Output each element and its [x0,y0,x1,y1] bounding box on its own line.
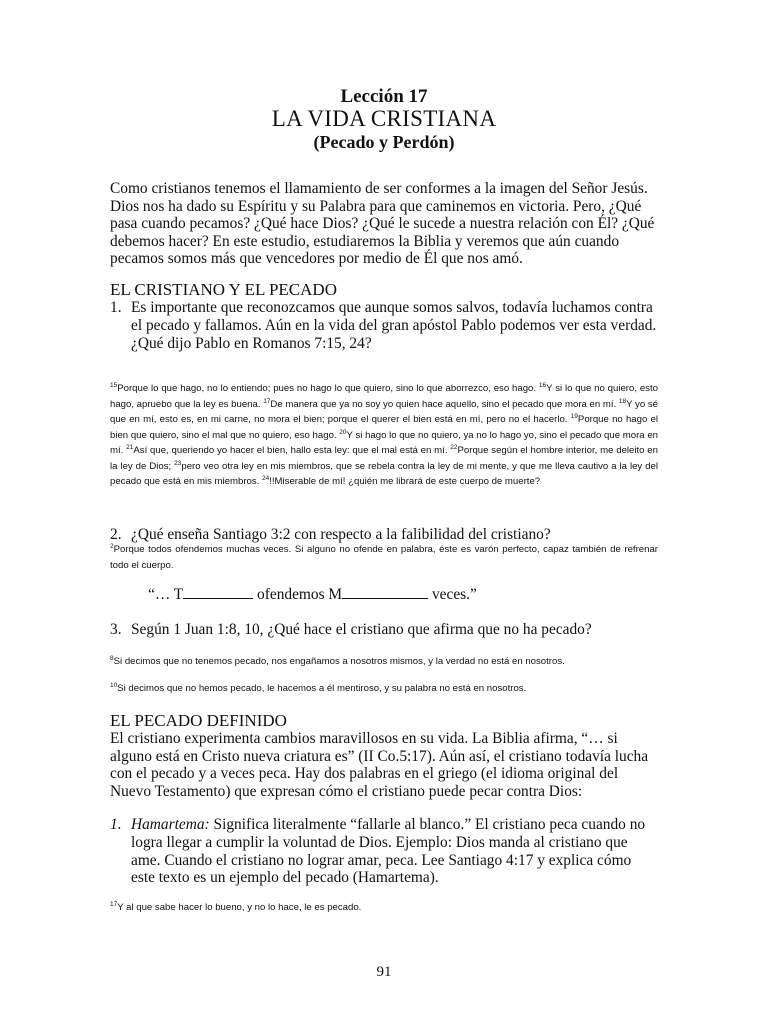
verse-text: Porque según el hombre interior, me deleito en la ley de Dios; [110,445,658,472]
verse-text: De manera que ya no soy yo quien hace aquello, sino el pecado que mora en mí. [270,398,619,410]
question-1 [110,299,658,352]
blank-line-2[interactable] [342,586,428,599]
verse-number: 18 [618,397,627,405]
verse-text: Porque lo que hago, no lo entiendo; pues no hago lo que quiero, sino lo que aborrezco, eso hago. [117,383,539,394]
lesson-number: Lección 17 [340,86,428,107]
verse-number: 21 [126,443,134,451]
page-title: LA VIDA CRISTIANA [271,106,497,131]
verse-text: Y si lo que no quiero, esto hago, apruebo que la ley es buena. [110,383,658,410]
verse-text: Y si hago lo que no quiero, ya no lo hago yo, sino el pecado que mora en mí. [110,429,659,456]
item-text: Significa literalmente “fallarle al blanco.” El cristiano peca cuando no logra llegar a cumplir la voluntad de Dios. Ejemplo: Dios manda al cristiano que ame. Cuando el cristiano no lograr amar, peca. Lee Santiago 4:17 y explica cómo este texto es un ejemplo del pecado (Hamartema). [131,816,646,887]
james-verse [110,542,658,573]
fill-in-blank [148,586,477,604]
question-text: ¿Qué enseña Santiago 3:2 con respecto a la falibilidad del cristiano? [131,526,551,543]
blank-line-1[interactable] [183,586,253,599]
item-number: 1. [110,816,122,833]
verse-number: 15 [110,381,118,389]
verse-text: Porque todos ofendemos muchas veces. Si alguno no ofende en palabra, éste es varón perfecto, capaz también de refrenar todo el cuerpo. [110,544,658,571]
verse-text: Porque no hago el bien que quiero, sino el mal que no quiero, eso hago. [110,414,658,441]
intro-paragraph: Como cristianos tenemos el llamamiento de ser conformes a la imagen del Señor Jesús. Dios nos ha dado su Espíritu y su Palabra para que caminemos en victoria. Pero, ¿Qué pasa cuando pecamos? ¿Qué hace Dios? ¿Qué le sucede a nuestra relación con Él? ¿Qué debemos hacer? En este estudio, estudiaremos la Biblia y veremos que aún cuando pecamos somos más que vencedores por medio de Él que nos amó. [110,180,655,268]
verse-number: 17 [110,900,118,908]
romans-verse-block [110,381,658,490]
john-1-8-verse [110,654,658,669]
fill-text-1: “… T [148,586,184,603]
verse-number: 2 [110,542,114,550]
question-3 [110,621,658,639]
verse-number: 10 [110,681,118,689]
james-4-17-verse [110,900,658,915]
verse-text: pero veo otra ley en mis miembros, que se rebela contra la ley de mi mente, y que me lleva cautivo a la ley del pecado que está en mis miembros. [110,460,659,487]
question-number: 3. [110,621,122,638]
verse-text: Y al que sabe hacer lo bueno, y no lo hace, le es pecado. [117,902,362,913]
verse-text: !!Miserable de mí! ¿quién me librará de este cuerpo de muerte? [269,476,541,487]
verse-text: Si decimos que no hemos pecado, le hacemos a él mentiroso, y su palabra no está en nosotros. [117,683,527,694]
page-number: 91 [376,964,392,980]
verse-number: 20 [339,428,347,436]
verse-text: Así que, queriendo yo hacer el bien, hallo esta ley: que el mal está en mí. [133,445,451,456]
hamartema-item [110,816,658,887]
verse-text: Y yo sé que en mí, esto es, en mi carne, no mora el bien; porque el querer el bien está en mí, pero no el hacerlo. [110,398,659,425]
verse-number: 17 [263,397,271,405]
john-1-10-verse [110,681,658,696]
question-text: Es importante que reconozcamos que aunque somos salvos, todavía luchamos contra el pecado y fallamos. Aún en la vida del gran apóstol Pablo podemos ver esta verdad. ¿Qué dijo Pablo en Romanos 7:15, 24? [131,299,657,352]
verse-number: 23 [174,459,182,467]
verse-text: Si decimos que no tenemos pecado, nos engañamos a nosotros mismos, y la verdad no está en nosotros. [113,656,565,667]
verse-number: 16 [538,381,547,389]
question-number: 2. [110,526,122,543]
fill-text-3: veces.” [428,586,477,603]
question-number: 1. [110,299,122,316]
verse-number: 24 [261,474,270,482]
page-subtitle: (Pecado y Perdón) [313,132,455,152]
sin-defined-paragraph: El cristiano experimenta cambios maravillosos en su vida. La Biblia afirma, “… si alguno está en Cristo nueva criatura es” (II Co.5:17). Aún así, el cristiano todavía lucha con el pecado y a veces peca. Hay dos palabras en el griego (el idioma original del Nuevo Testamento) que expresan cómo el cristiano puede pecar contra Dios: [110,730,649,800]
question-text: Según 1 Juan 1:8, 10, ¿Qué hace el cristiano que afirma que no ha pecado? [131,621,592,638]
section-heading-christian-and-sin: EL CRISTIANO Y EL PECADO [110,280,337,299]
section-heading-sin-defined: EL PECADO DEFINIDO [110,711,287,730]
greek-term: Hamartema: [131,816,210,833]
fill-text-2: ofendemos M [253,586,343,603]
verse-number: 8 [110,654,114,662]
verse-number: 19 [570,412,578,420]
verse-number: 22 [450,443,458,451]
